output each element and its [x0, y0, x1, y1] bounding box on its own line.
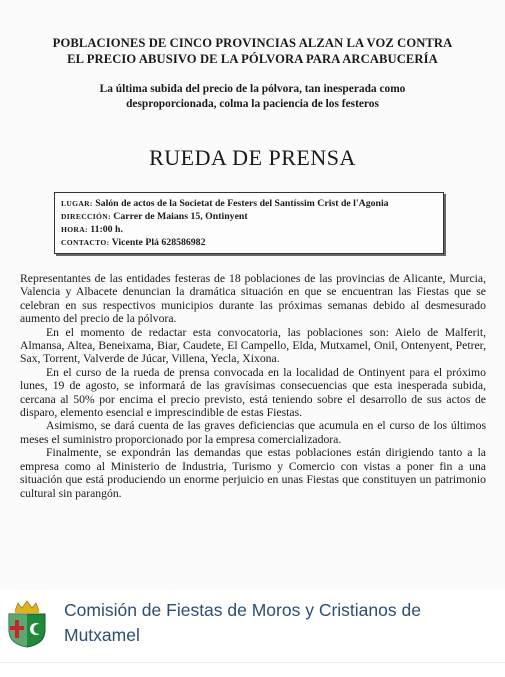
- time-value: 11:00 h.: [90, 224, 123, 235]
- organization-name-link[interactable]: Comisión de Fiestas de Moros y Cristianos de Mutxamel: [64, 600, 421, 645]
- headline-line-2: EL PRECIO ABUSIVO DE LA PÓLVORA PARA ARCABUCERÍA: [67, 52, 438, 66]
- body-paragraph-1: Representantes de las entidades festeras de 18 poblaciones de las provincias de Alicante, Murcia, Valencia y Albacete denuncian la dramática situación en que se encuentran las Fiestas que se celebran en sus respectivos municipios durante las próximas semanas debido al desmesurado aumento del precio de la pólvora.: [20, 272, 486, 326]
- subheadline: [50, 82, 455, 112]
- post-author-footer: [0, 590, 505, 677]
- body-paragraph-4: Asimismo, se dará cuenta de las graves deficiencias que acumula en el curso de los últimos meses el suministro proporcionado por la empresa comercializadora.: [20, 419, 486, 446]
- address-value: Carrer de Maians 15, Ontinyent: [113, 211, 248, 222]
- address-label: DIRECCIÓN:: [61, 212, 111, 221]
- info-contact: [61, 236, 437, 249]
- place-value: Salón de actos de la Societat de Festers del Santíssim Crist de l'Agonia: [95, 198, 389, 209]
- crest-icon[interactable]: [6, 600, 48, 648]
- body-paragraph-5: Finalmente, se expondrán las demandas que estas poblaciones están dirigiendo tanto a la empresa como al Ministerio de Industria, Turismo y Comercio con vistas a poner fin a una situación que está produciendo un enorme perjuicio en unas Fiestas que constituyen un patrimonio cultural sin parangón.: [20, 446, 486, 500]
- place-label: LUGAR:: [61, 199, 93, 208]
- subheadline-line-2: desproporcionada, colma la paciencia de los festeros: [126, 98, 379, 110]
- body-text: [20, 272, 486, 500]
- info-place: [61, 197, 437, 210]
- press-conference-title: RUEDA DE PRENSA: [149, 145, 356, 170]
- divider: [0, 662, 505, 663]
- time-label: HORA:: [61, 225, 88, 234]
- info-address: [61, 210, 437, 223]
- subheadline-line-1: La última subida del precio de la pólvora, tan inesperada como: [99, 83, 406, 95]
- info-time: [61, 223, 437, 236]
- contact-value: Vicente Plá 628586982: [111, 237, 206, 248]
- event-info-box: [54, 192, 444, 254]
- contact-label: CONTACTO:: [61, 238, 110, 247]
- headline-line-1: POBLACIONES DE CINCO PROVINCIAS ALZAN LA VOZ CONTRA: [52, 36, 453, 50]
- body-paragraph-2: En el momento de redactar esta convocatoria, las poblaciones son: Aielo de Malferit, Almansa, Altea, Beneixama, Biar, Caudete, El Campello, Elda, Mutxamel, Onil, Ontenyent, Petrer, Sax, Torrent, Valverde de Júcar, Villena, Yecla, Xixona.: [20, 325, 486, 366]
- headline: [20, 35, 485, 67]
- body-paragraph-3: En el curso de la rueda de prensa convocada en la localidad de Ontinyent para el próximo lunes, 19 de agosto, se informará de las gravísimas consecuencias que esta inesperada subida, cercana al 50% por encima el precio previsto, está teniendo sobre el desarrollo de sus actos de disparo, elemento esencial e imprescindible de estas Fiestas.: [20, 365, 486, 420]
